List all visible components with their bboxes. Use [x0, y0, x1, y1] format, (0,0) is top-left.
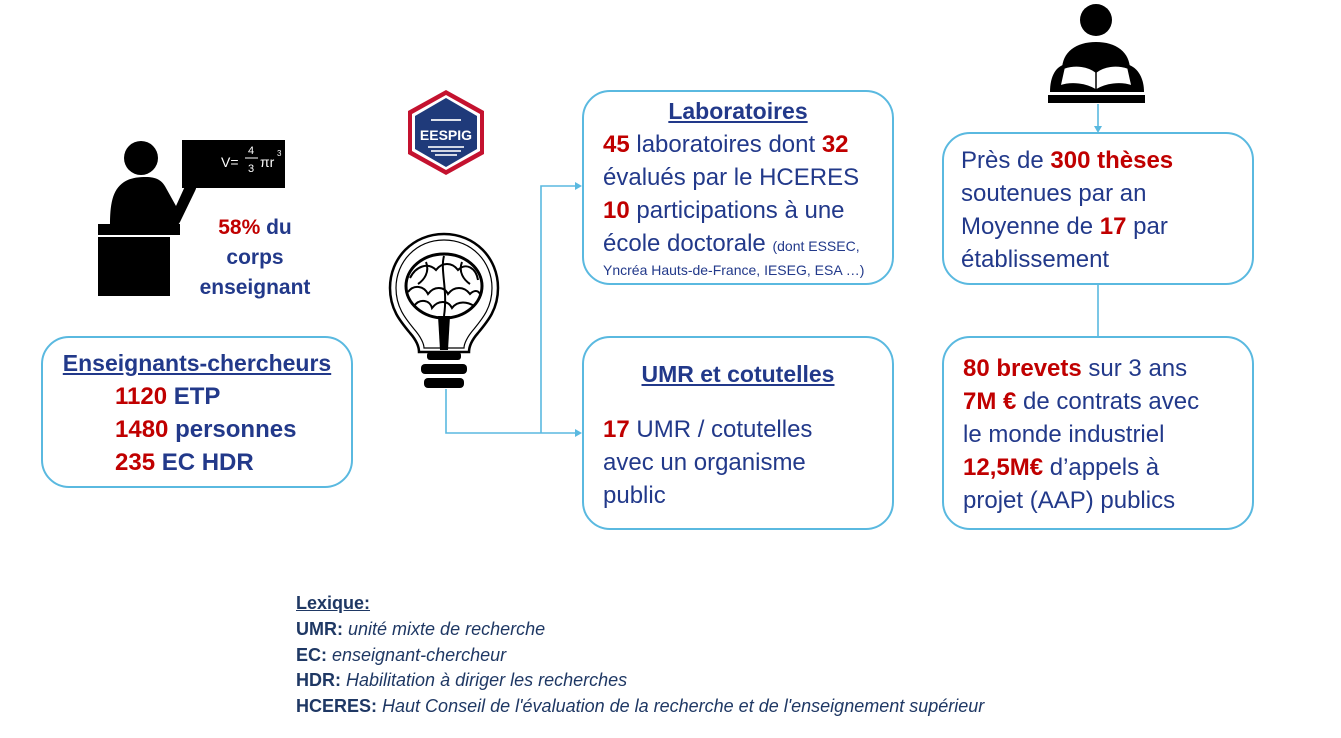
laboratoires-evaluated: 32	[821, 131, 849, 158]
theses-line1	[961, 144, 1252, 177]
formula-exponent: 3	[277, 149, 282, 158]
teacher-share-line3: enseignant	[199, 276, 311, 299]
theses-highlight: 300 thèses	[1050, 147, 1174, 174]
teacher-head	[124, 141, 158, 175]
stat-row-hdr	[115, 446, 351, 479]
teacher-share-stat	[195, 213, 315, 303]
podium-top	[98, 224, 180, 235]
umr-line1	[603, 413, 892, 446]
formula-denominator: 3	[248, 163, 255, 175]
innovation-calls: 12,5M€	[963, 454, 1044, 481]
umr-count: 17	[603, 416, 630, 443]
reader-head	[1080, 4, 1112, 36]
logo-small-text-bottom-3	[435, 154, 457, 156]
logo-small-text-bottom-1	[428, 146, 464, 148]
laboratoires-line1	[603, 128, 892, 161]
umr-title: UMR et cotutelles	[641, 361, 835, 387]
theses-prefix: Près de	[961, 147, 1044, 174]
lexique-definition: Haut Conseil de l'évaluation de la recherche et de l'enseignement supérieur	[382, 696, 985, 716]
formula-lhs: V=	[221, 154, 239, 170]
formula-numerator: 4	[248, 145, 255, 157]
lexique-entry-hdr	[296, 668, 984, 694]
theses-box	[942, 132, 1254, 285]
innovation-line3: le monde industriel	[963, 421, 1165, 448]
stat-label: personnes	[175, 416, 297, 443]
connector-branch-to-laboratoires	[541, 186, 575, 433]
theses-avg-prefix: Moyenne de	[961, 213, 1094, 240]
umr-text1: UMR / cotutelles	[636, 416, 813, 443]
lexique-term: EC:	[296, 644, 327, 665]
lexique-definition: enseignant-chercheur	[332, 644, 507, 665]
stat-value: 235	[115, 449, 156, 476]
lightbulb-brain-icon	[390, 234, 498, 388]
brain-icon	[406, 254, 482, 318]
theses-average: 17	[1099, 213, 1127, 240]
teacher-share-line1	[195, 213, 315, 243]
lexique-entry-umr	[296, 617, 984, 643]
eespig-logo	[408, 90, 484, 175]
podium-body	[98, 237, 170, 296]
umr-content	[584, 413, 892, 512]
reader-icon	[1048, 4, 1145, 103]
bulb-base-3	[424, 378, 464, 388]
enseignants-stats	[115, 380, 351, 479]
enseignants-chercheurs-box	[41, 336, 353, 488]
reader-base	[1048, 95, 1145, 103]
laboratoires-text3: participations à une	[636, 197, 845, 224]
umr-cotutelles-box	[582, 336, 894, 530]
lexique-definition: Habilitation à diriger les recherches	[346, 670, 628, 691]
enseignants-title: Enseignants-chercheurs	[62, 350, 332, 376]
innovation-patents: 80 brevets	[963, 355, 1082, 382]
lexique-definition: unité mixte de recherche	[348, 618, 546, 639]
innovation-line1	[963, 352, 1252, 385]
logo-small-text-bottom-2	[431, 150, 461, 152]
theses-line3	[961, 210, 1252, 243]
logo-name: EESPIG	[419, 127, 473, 143]
laboratoires-text4: école doctorale	[603, 230, 766, 257]
innovation-box	[942, 336, 1254, 530]
theses-line2: soutenues par an	[961, 180, 1147, 207]
teacher-share-line2: corps	[226, 246, 284, 269]
laboratoires-box	[582, 90, 894, 285]
laboratoires-line3	[603, 194, 892, 227]
bulb-base-2	[421, 364, 467, 374]
connector-bulb-to-umr	[446, 389, 575, 433]
umr-line2: avec un organisme	[603, 449, 806, 476]
laboratoires-count: 45	[603, 131, 630, 158]
theses-avg-suffix: par	[1133, 213, 1168, 240]
lexique-term: HDR:	[296, 670, 341, 691]
laboratoires-line4	[603, 227, 892, 260]
brain-stem	[438, 316, 450, 350]
stat-label: EC HDR	[161, 449, 254, 476]
laboratoires-line2: évalués par le HCERES	[603, 164, 860, 191]
bulb-base-1	[427, 352, 461, 360]
laboratoires-participations: 10	[603, 197, 630, 224]
laboratoires-note2: Yncréa Hauts-de-France, IESEG, ESA …)	[603, 262, 865, 278]
innovation-line2	[963, 385, 1252, 418]
laboratoires-text1: laboratoires dont	[636, 131, 816, 158]
innovation-contracts: 7M €	[963, 388, 1017, 415]
innovation-calls-suffix: d’appels à	[1049, 454, 1160, 481]
stat-row-etp	[115, 380, 351, 413]
lexique-entry-hceres	[296, 694, 984, 720]
teacher-share-percent: 58%	[218, 216, 261, 239]
teacher-share-suffix: du	[266, 216, 292, 239]
lexique-term: UMR:	[296, 618, 343, 639]
laboratoires-title: Laboratoires	[668, 98, 808, 124]
arrowhead-laboratoires	[575, 182, 582, 190]
umr-line3: public	[603, 482, 666, 509]
laboratoires-content	[584, 128, 892, 281]
innovation-line5: projet (AAP) publics	[963, 487, 1176, 514]
lexique-term: HCERES:	[296, 696, 378, 716]
laboratoires-note1: (dont ESSEC,	[772, 238, 860, 254]
innovation-patents-suffix: sur 3 ans	[1088, 355, 1188, 382]
stat-value: 1480	[115, 416, 169, 443]
stat-row-personnes	[115, 413, 351, 446]
lexique	[296, 591, 984, 720]
lexique-title: Lexique:	[296, 593, 371, 613]
stat-value: 1120	[115, 383, 168, 410]
stat-label: ETP	[173, 383, 221, 410]
lexique-entry-ec	[296, 643, 984, 669]
innovation-contracts-suffix: de contrats avec	[1023, 388, 1200, 415]
arrowhead-umr	[575, 429, 582, 437]
theses-line4: établissement	[961, 246, 1110, 273]
logo-small-text-top	[431, 119, 461, 121]
innovation-line4	[963, 451, 1252, 484]
formula-rhs: πr	[260, 154, 275, 170]
